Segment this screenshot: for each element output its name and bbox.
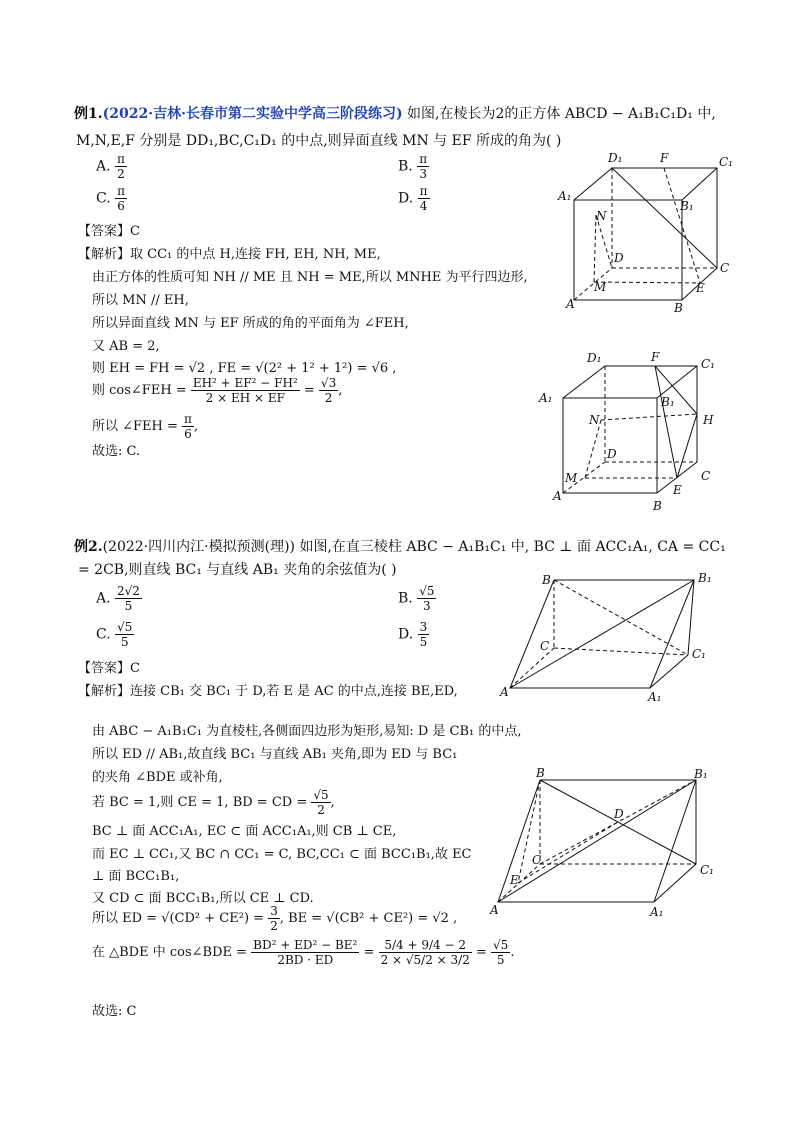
svg-text:A₁: A₁ — [650, 905, 664, 919]
svg-text:A₁: A₁ — [558, 189, 572, 203]
svg-text:C₁: C₁ — [701, 357, 715, 371]
svg-text:B: B — [542, 573, 551, 587]
svg-text:A₁: A₁ — [539, 391, 553, 405]
svg-text:B₁: B₁ — [694, 767, 708, 781]
ex2-solution-line6: BC ⊥ 面 ACC₁A₁, EC ⊂ 面 ACC₁A₁,则 CB ⊥ CE, — [92, 824, 397, 839]
ex2-option-d: D. $\frac{3}{5}$ — [398, 620, 428, 649]
ex1-option-d: D. $\frac{\pi}{4}$ — [398, 184, 428, 213]
svg-text:F: F — [651, 350, 660, 364]
svg-text:M: M — [565, 471, 578, 485]
ex2-solution-line9: 又 CD ⊂ 面 BCC₁B₁,所以 CE ⊥ CD. — [92, 891, 314, 906]
ex2-option-b: B. $\frac{√5}{3}$ — [398, 584, 435, 613]
svg-text:E: E — [673, 483, 682, 497]
svg-text:B₁: B₁ — [698, 571, 712, 585]
svg-text:F: F — [660, 151, 669, 165]
ex2-prism-figure-2 — [488, 766, 720, 921]
ex1-solution-line9: 故选: C. — [92, 444, 141, 459]
ex1-solution-line5: 又 AB = 2, — [92, 339, 160, 354]
ex2-solution-line5: 若 BC = 1,则 CE = 1, BD = CD = $\frac{√5}{2}$ , — [92, 788, 335, 817]
svg-text:D₁: D₁ — [587, 351, 602, 365]
ex2-solution-line1: 【解析】连接 CB₁ 交 BC₁ 于 D,若 E 是 AC 的中点,连接 BE,ED, — [78, 684, 458, 699]
ex1-option-c: C. $\frac{\pi}{6}$ — [96, 184, 126, 213]
ex2-solution-line11: 在 △BDE 中 cos∠BDE = $\frac{\text{BD² + ED² − BE²}}{2BD \cdot ED}$ = $\frac{5/4 + 9/4 - 2}{2 \times √5/2 \times 3/2}$ = $\frac{√5}{5}$ . — [92, 938, 515, 967]
svg-text:D: D — [614, 807, 624, 821]
svg-text:B: B — [653, 499, 662, 513]
svg-text:D: D — [614, 251, 624, 265]
svg-text:B₁: B₁ — [680, 199, 694, 213]
ex1-cube-figure-2 — [535, 350, 725, 515]
ex2-solution-line10: 所以 ED = √(CD² + CE²) = $\frac{3}{2}$ , BE = √(CB² + CE²) = √2 , — [92, 904, 458, 933]
svg-text:N: N — [589, 413, 600, 427]
ex1-solution-line7: 则 cos∠FEH = $\frac{\text{EH² + EF² − FH²}}{2 \times EH \times EF}$ = $\frac{√3}{2}$ , — [92, 376, 343, 405]
ex1-solution-line4: 所以异面直线 MN 与 EF 所成的角的平面角为 ∠FEH, — [92, 316, 409, 331]
cube-front-face — [574, 200, 682, 300]
ex2-question-line1 — [74, 536, 726, 556]
ex1-q1: 如图,在棱长为2的正方体 ABCD − A₁B₁C₁D₁ 中, — [407, 106, 716, 122]
ex1-option-a: A. $\frac{\pi}{2}$ — [96, 152, 125, 181]
ex2-solution-line3: 所以 ED // AB₁,故直线 BC₁ 与直线 AB₁ 夹角,即为 ED 与 BC₁ — [92, 747, 458, 762]
svg-text:C₁: C₁ — [719, 155, 733, 169]
svg-text:A: A — [566, 297, 575, 311]
svg-text:C₁: C₁ — [700, 863, 714, 877]
ex1-solution-line3: 所以 MN // EH, — [92, 293, 189, 308]
ex1-solution-line6: 则 EH = FH = √2 , FE = √(2² + 1² + 1²) = √6 , — [92, 361, 397, 376]
svg-text:H: H — [703, 413, 714, 427]
svg-text:A₁: A₁ — [648, 690, 662, 704]
svg-text:C: C — [540, 639, 550, 653]
svg-text:A: A — [500, 685, 509, 699]
svg-text:B₁: B₁ — [661, 395, 675, 409]
svg-text:C: C — [532, 853, 542, 867]
ex2-solution-line4: 的夹角 ∠BDE 或补角, — [92, 770, 223, 785]
ex1-solution-line1: 【解析】取 CC₁ 的中点 H,连接 FH, EH, NH, ME, — [78, 247, 381, 262]
svg-text:N: N — [596, 209, 607, 223]
ex1-option-a-frac: $\frac{\pi}{2}$ — [117, 152, 125, 181]
svg-text:E: E — [696, 281, 705, 295]
svg-text:C: C — [701, 469, 711, 483]
svg-text:M: M — [594, 280, 607, 294]
ex1-source: (2022·吉林·长春市第二实验中学高三阶段练习) — [102, 106, 403, 122]
ex2-option-c: C. $\frac{√5}{5}$ — [96, 620, 133, 649]
ex2-q1: 如图,在直三棱柱 ABC − A₁B₁C₁ 中, BC ⊥ 面 ACC₁A₁, CA = CC₁ — [299, 539, 726, 555]
ex2-answer: 【答案】C — [78, 661, 140, 676]
ex2-solution-line2: 由 ABC − A₁B₁C₁ 为直棱柱,各侧面四边形为矩形,易知: D 是 CB₁ 的中点, — [92, 724, 522, 739]
ex1-solution-line2: 由正方体的性质可知 NH // ME 且 NH = ME,所以 MNHE 为平行四边形, — [92, 270, 528, 285]
ex1-label: 例1. — [74, 106, 103, 122]
ex2-solution-line7: 而 EC ⊥ CC₁,又 BC ∩ CC₁ = C, BC,CC₁ ⊂ 面 BCC₁B₁,故 EC — [92, 847, 472, 862]
ex2-option-a: A. $\frac{2√2}{5}$ — [96, 584, 140, 613]
ex1-answer: 【答案】C — [78, 224, 140, 239]
ex1-solution-line8: 所以 ∠FEH = $\frac{\pi}{6}$ , — [92, 412, 199, 441]
fig1-label-D1: D₁ — [608, 151, 623, 165]
svg-text:A: A — [553, 489, 562, 503]
ex1-question-line1 — [74, 103, 716, 123]
ex1-q2: M,N,E,F 分别是 DD₁,BC,C₁D₁ 的中点,则异面直线 MN 与 EF 所成的角为( ) — [76, 133, 562, 149]
svg-text:C: C — [720, 261, 730, 275]
ex2-source: (2022·四川内江·模拟预测(理)) — [102, 539, 296, 555]
svg-text:B: B — [674, 301, 683, 315]
svg-text:A: A — [490, 903, 499, 917]
svg-text:B: B — [536, 766, 545, 780]
ex1-cube-figure-1 — [552, 150, 737, 315]
svg-text:E: E — [510, 873, 519, 887]
ex1-option-b: B. $\frac{\pi}{3}$ — [398, 152, 428, 181]
ex2-label: 例2. — [74, 539, 103, 555]
ex2-solution-line12: 故选: C — [92, 1004, 137, 1019]
svg-text:C₁: C₁ — [692, 647, 706, 661]
ex2-prism-figure-1 — [498, 570, 723, 705]
ex2-q2: = 2CB,则直线 BC₁ 与直线 AB₁ 夹角的余弦值为( ) — [78, 562, 397, 578]
ex2-solution-line8: ⊥ 面 BCC₁B₁, — [92, 869, 180, 884]
svg-text:D: D — [607, 447, 617, 461]
